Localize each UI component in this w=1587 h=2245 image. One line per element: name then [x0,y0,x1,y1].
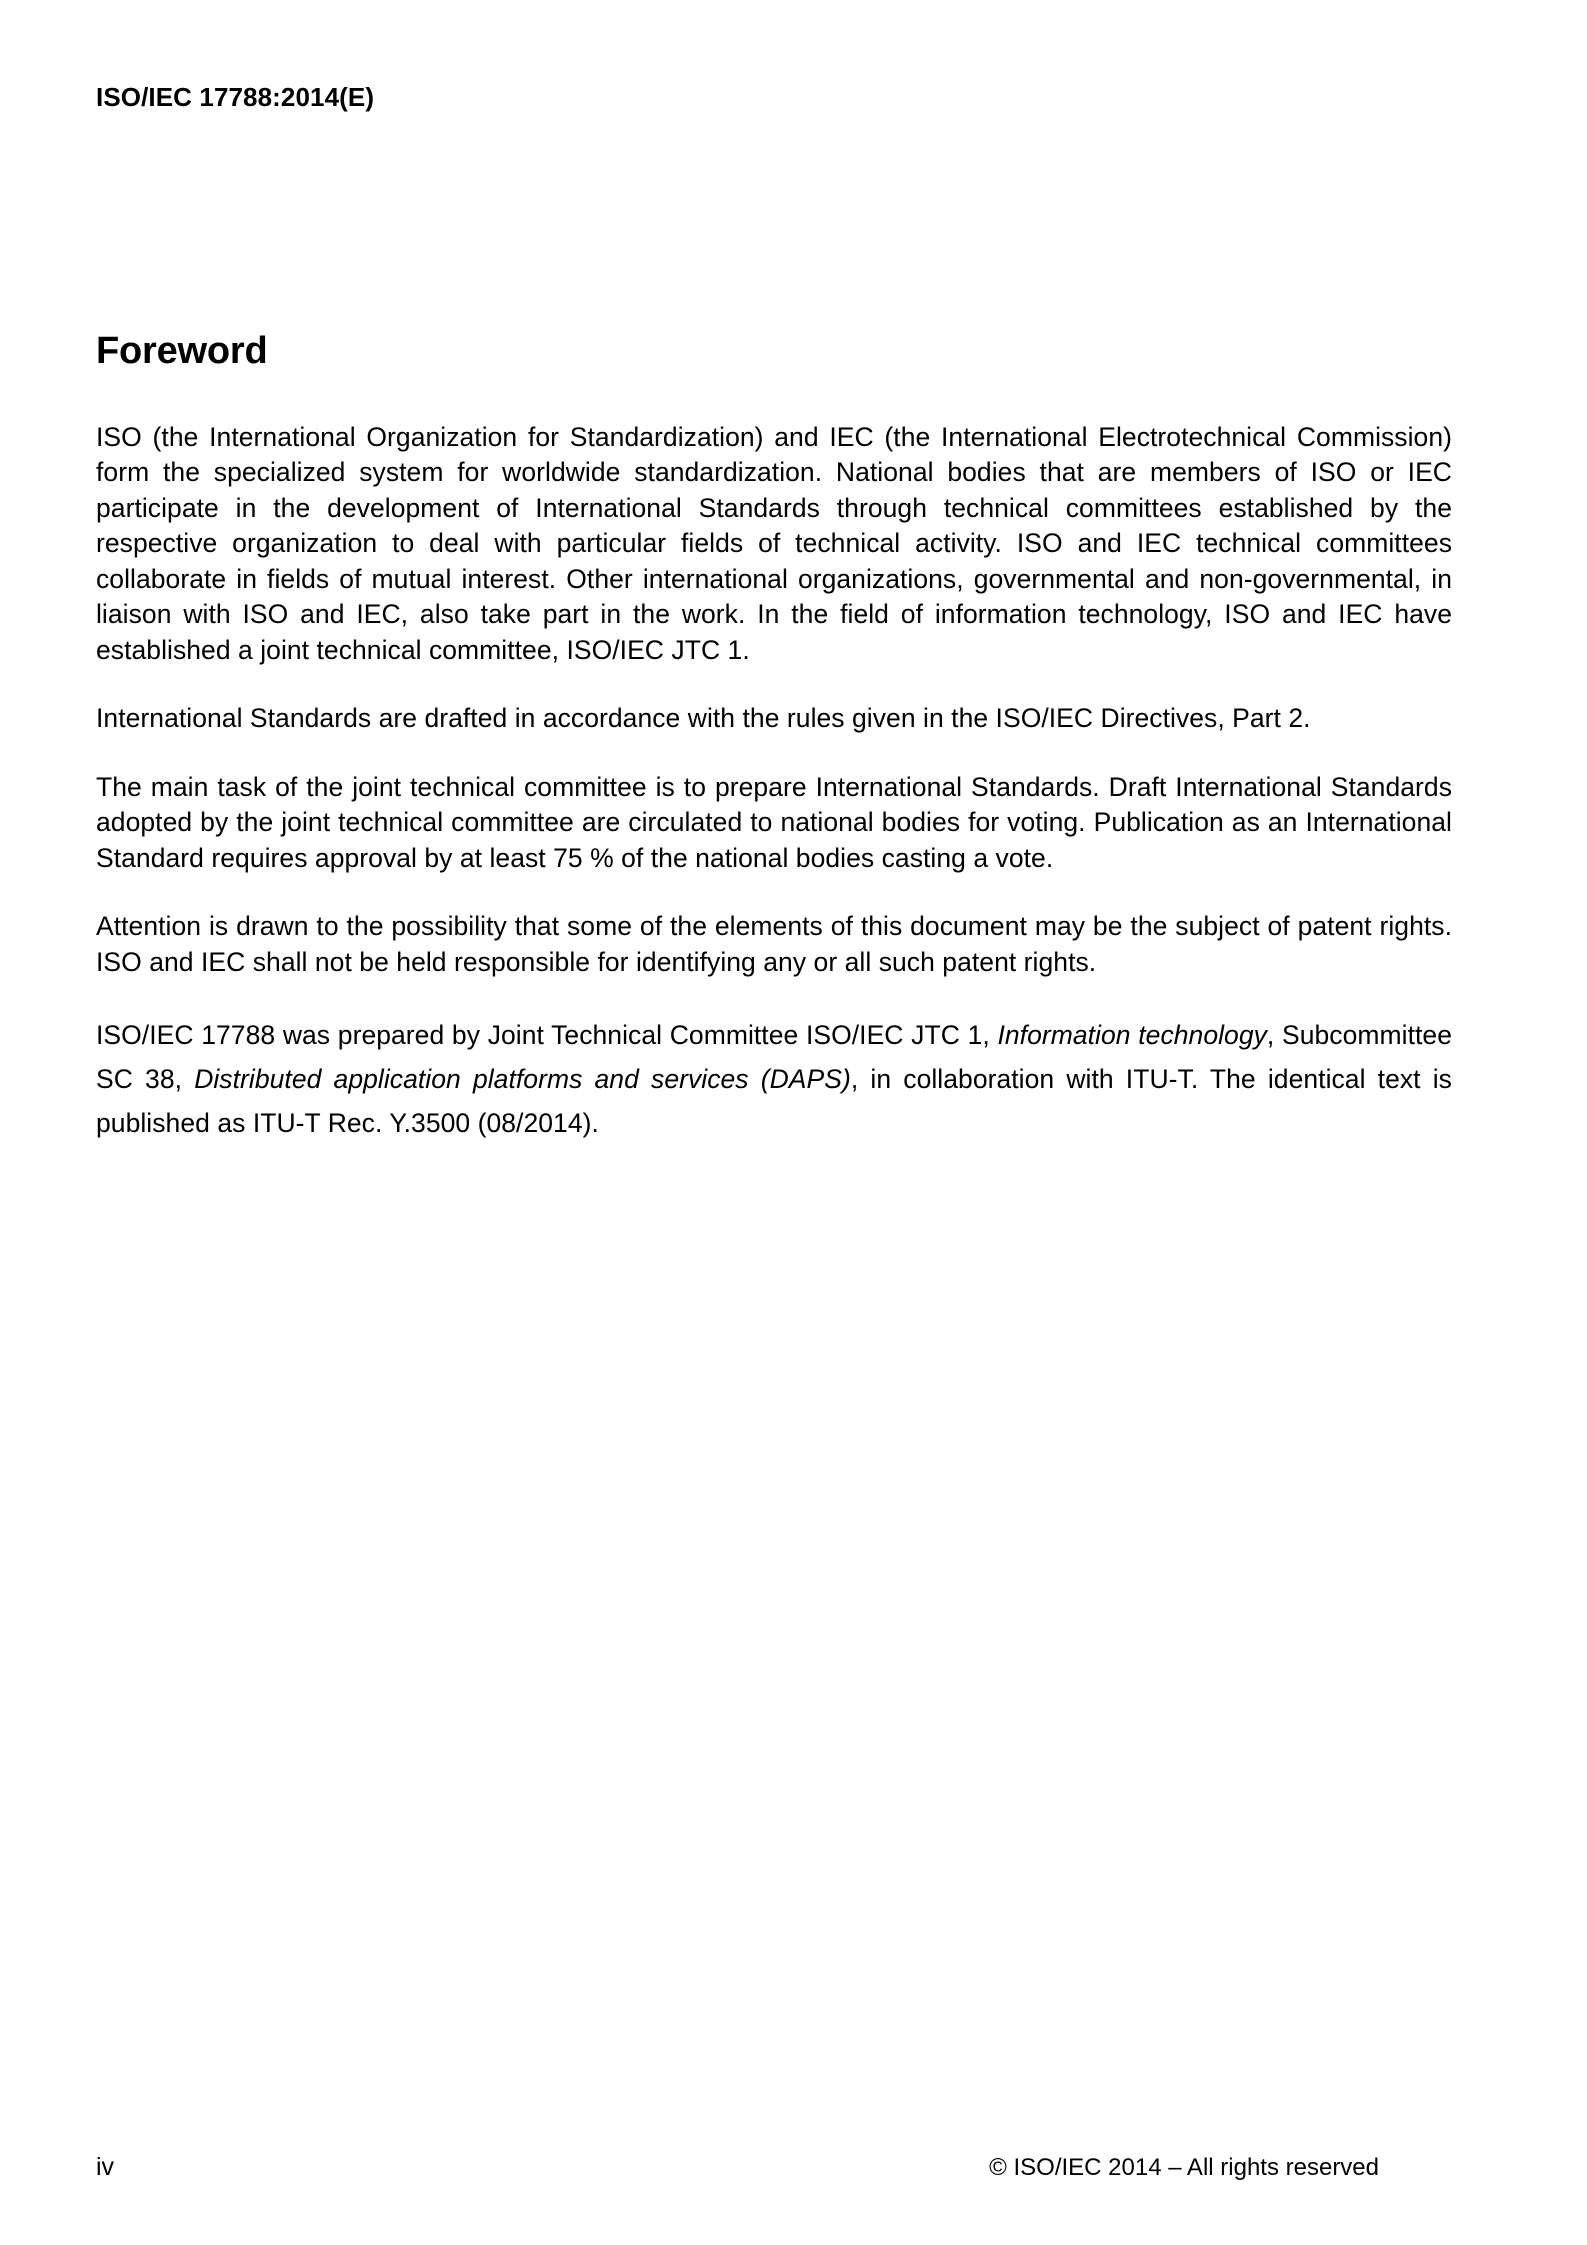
running-header: ISO/IEC 17788:2014(E) [96,82,375,112]
foreword-paragraph-2: International Standards are drafted in accordance with the rules given in the ISO/IEC Directives, Part 2. [96,703,1311,734]
publication-title-information-technology: Information technology [997,1020,1267,1051]
page-footer [96,2152,1491,2183]
page-content [96,330,1452,1145]
paragraph-5-segment-a: ISO/IEC 17788 was prepared by Joint Technical Committee ISO/IEC JTC 1, [96,1020,998,1051]
foreword-paragraph-5 [96,1013,1452,1145]
footer-page-number: iv [96,2153,115,2182]
page-title: Foreword [96,330,268,372]
subcommittee-title-daps: Distributed application platforms and services (DAPS) [194,1064,851,1095]
footer-copyright-notice: © ISO/IEC 2014 – All rights reserved [989,2154,1379,2182]
foreword-paragraph-1: ISO (the International Organization for Standardization) and IEC (the International Electrotechnical Commission) form the specialized system for worldwide standardization. National bodies that are members of ISO or IEC participate in the development of International Standards through technical committees established by the respective organization to deal with particular fields of technical activity. ISO and IEC technical committees collaborate in fields of mutual interest. Other international organizations, governmental and non-governmental, in liaison with ISO and IEC, also take part in the work. In the field of information technology, ISO and IEC have established a joint technical committee, ISO/IEC JTC 1. [96,421,1452,665]
foreword-paragraph-4: Attention is drawn to the possibility that some of the elements of this document may be the subject of patent rights. ISO and IEC shall not be held responsible for identifying any or all such patent rights. [96,911,1452,977]
paragraph-5-segment-b: , Subcommittee SC 38, [96,1020,1452,1095]
paragraph-5-segment-c: , in collaboration with ITU-T. The identical text is published as ITU-T Rec. Y.3500 (08/2014). [96,1064,1452,1139]
foreword-paragraph-3: The main task of the joint technical committee is to prepare International Standards. Draft International Standards adopted by the joint technical committee are circulated to national bodies for voting. Publication as an International Standard requires approval by at least 75 % of the national bodies casting a vote. [96,771,1452,873]
